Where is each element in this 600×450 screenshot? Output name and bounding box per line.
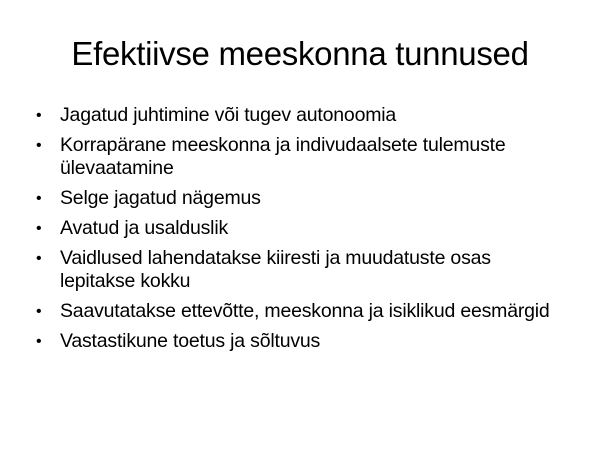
bullet-icon: • (36, 303, 42, 320)
bullet-item (36, 104, 556, 127)
bullet-icon: • (36, 107, 42, 124)
bullet-item (36, 134, 556, 180)
bullet-item (36, 187, 556, 210)
bullet-icon: • (36, 220, 42, 237)
bullet-text: Vastastikune toetus ja sõltuvus (60, 330, 321, 352)
bullet-text: Vaidlused lahendatakse kiiresti ja muudatuste osas lepitakse kokku (60, 247, 491, 292)
bullet-item (36, 330, 556, 353)
bullet-text: Korrapärane meeskonna ja indivudaalsete tulemuste ülevaatamine (60, 134, 506, 179)
bullet-item (36, 247, 556, 293)
bullet-text: Saavutatakse ettevõtte, meeskonna ja isiklikud eesmärgid (60, 300, 550, 322)
bullet-icon: • (36, 333, 42, 350)
bullet-item (36, 300, 556, 323)
slide-title: Efektiivse meeskonna tunnused (71, 35, 529, 72)
bullet-list (36, 104, 556, 360)
bullet-item (36, 217, 556, 240)
bullet-text: Avatud ja usalduslik (60, 217, 228, 239)
bullet-text: Jagatud juhtimine või tugev autonoomia (60, 104, 397, 126)
bullet-icon: • (36, 250, 42, 267)
bullet-icon: • (36, 190, 42, 207)
bullet-text: Selge jagatud nägemus (60, 187, 261, 209)
bullet-icon: • (36, 137, 42, 154)
